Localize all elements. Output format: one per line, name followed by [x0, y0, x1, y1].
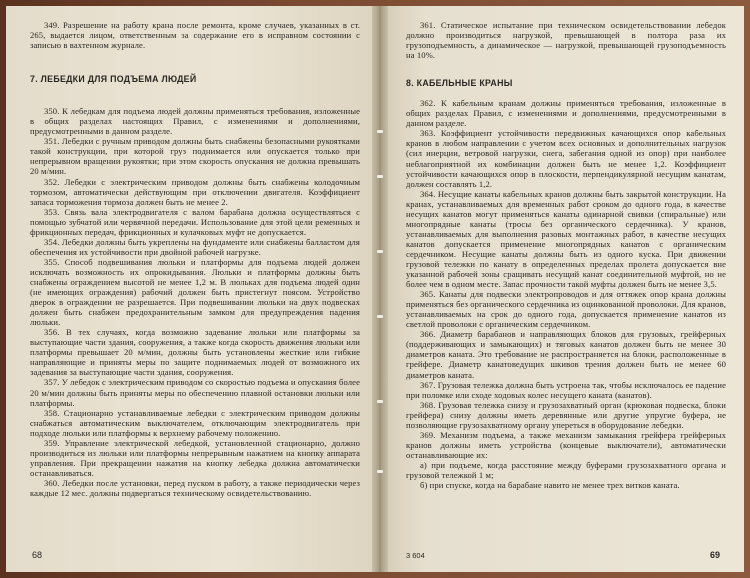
paragraph-358: 358. Стационарно устанавливаемые лебедки с электрическим приводом должны снабжаться автоматическим выключателем, отключающим электродвигатель при подходе люльки или платформы к верхнему рабочему положению. — [30, 407, 360, 438]
section-heading-winches: 7. ЛЕБЕДКИ ДЛЯ ПОДЪЕМА ЛЮДЕЙ — [30, 74, 197, 85]
paragraph-369: 369. Механизм подъема, а также механизм замыкания грейфера грейферных кранов должны иметь устройства (концевые выключатели), автоматически останавливающие их: — [406, 429, 726, 460]
paragraph-354: 354. Лебедки должны быть укреплены на фундаменте или снабжены балластом для обеспечения их устойчивости при двойной рабочей нагрузке. — [30, 236, 360, 257]
page-number-right: 69 — [709, 550, 720, 560]
paragraph-369a: а) при подъеме, когда расстояние между буферами грузозахватного органа и грузовой тележкой 1 м; — [406, 459, 726, 480]
paragraph-357: 357. У лебедок с электрическим приводом со скоростью подъема и опускания более 20 м/мин должны быть приняты меры по обеспечению плавной остановки люльки или платформы. — [30, 377, 360, 408]
paragraph-352: 352. Лебедки с электрическим приводом должны быть снабжены колодочным тормозом, автоматически действующим при отключении двигателя. Коэффициент запаса торможения тормоза должен быть не менее 2. — [30, 176, 360, 207]
paragraph-363: 363. Коэффициент устойчивости передвижных качающихся опор кабельных кранов в любом направлении с учетом всех основных и дополнительных нагрузок (сил инерции, ветровой нагрузки, снега, забегания одной из опор) при наиболее неблагоприятной их комбинации должен быть не менее 1,2. Коэффициент устойчивости качающихся опор в плоскости, перпендикулярной несущим канатам, должен составлять 1,2. — [406, 128, 726, 189]
binding-stitch — [377, 315, 383, 318]
paragraph-353: 353. Связь вала электродвигателя с валом барабана должна осуществляться с помощью зубчатой или червячной передачи. Использование для этой цели ременных и фрикционных передач, фрикционных и кулачковых муфт не допускается. — [30, 206, 360, 237]
paragraph-355: 355. Способ подвешивания люльки и платформы для подъема людей должен исключать возможность их опрокидывания. Люльки и платформы должны быть снабжены ограждением высотой не менее 1,2 м. В люльках для подъема людей один (не имеющих ограждения) рабочий должен быть пристегнут поясом. Устройство дверок в ограждении не разрешается. При подвешивании люльки на двух подвесках должен быть снабжен предохранительным замком для предупреждения падения люльки. — [30, 256, 360, 328]
paragraph-364: 364. Несущие канаты кабельных кранов должны быть закрытой конструкции. На кранах, устанавливаемых для временных работ сроком до одного года, в качестве несущих канатов могут применяться канаты одинарной свивки (спиральные) или многопрядные канаты (тросы без органического сердечника). У кранов, устанавливаемых для выполнения разовых монтажных работ, в качестве несущих канатов допускается применение многопрядных канатов с органическим сердечником. Несущие канаты должны быть из одного куска. При движении грузовой тележки по канату в определенных пределах пролета допускается вне указанной рабочей зоны сращивать несущий канат соединительной муфтой, но не более чем в одном месте. Запас прочности такой муфты должен быть не менее 3,5. — [406, 188, 726, 290]
section-heading-cable-cranes: 8. КАБЕЛЬНЫЕ КРАНЫ — [406, 78, 513, 89]
paragraph-368: 368. Грузовая тележка снизу и грузозахватный орган (крюковая подвеска, блоки грейфера) снизу должны иметь деревянные или другие упругие буфера, не позволяющие грузозахватному органу упереться в оборудование лебедки. — [406, 399, 726, 430]
binding-stitch — [377, 400, 383, 403]
paragraph-365: 365. Канаты для подвески электропроводов и для оттяжек опор крана должны применяться без органического сердечника из оцинкованной проволоки. Для кранов, устанавливаемых на срок до одного года, допускается применение канатов из светлой проволоки с органическим сердечником. — [406, 289, 726, 330]
paragraph-356: 356. В тех случаях, когда возможно задевание люльки или платформы за выступающие части здания, сооружения, а также когда скорость движения люльки или платформы превышает 20 м/мин, должны быть установлены жесткие или гибкие направляющие и приняты меры по защите поднимаемых людей от возможного их задевания за выступающие части здания, сооружения. — [30, 327, 360, 378]
printer-signature: 3 604 — [406, 551, 425, 560]
left-page — [6, 6, 378, 572]
right-page-text — [406, 20, 726, 490]
binding-stitch — [377, 130, 383, 133]
binding-stitch — [377, 250, 383, 253]
paragraph-367: 367. Грузовая тележка должна быть устроена так, чтобы исключалось ее падение при поломке или сходе ходовых колес несущего каната (канатов). — [406, 379, 726, 400]
paragraph-350: 350. К лебедкам для подъема людей должны применяться требования, изложенные в общих разделах настоящих Правил, с изменениями и дополнениями, предусмотренными в данном разделе. — [30, 106, 360, 137]
binding-stitch — [377, 470, 383, 473]
paragraph-360: 360. Лебедки после установки, перед пуском в работу, а также периодически через каждые 12 мес. должны подвергаться техническому освидетельствованию. — [30, 477, 360, 498]
paragraph-351: 351. Лебедки с ручным приводом должны быть снабжены безопасными рукоятками такой конструкции, при которой груз поднимается или опускается только при непрерывном вращении рукоятки; при этом скорость опускания не должна превышать 20 м/мин. — [30, 136, 360, 177]
paragraph-362: 362. К кабельным кранам должны применяться требования, изложенные в общих разделах Правил, с изменениями и дополнениями, предусмотренными в данном разделе. — [406, 98, 726, 129]
book-gutter — [372, 6, 388, 572]
paragraph-349: 349. Разрешение на работу крана после ремонта, кроме случаев, указанных в ст. 265, выдается лицом, ответственным за содержание его в исправном состоянии с записью в вахтенном журнале. — [30, 20, 360, 51]
page-number-left: 68 — [32, 550, 43, 560]
paragraph-361: 361. Статическое испытание при техническом освидетельствовании лебедок должно производиться нагрузкой, превышающей в полтора раза их грузоподъемность, а динамическое — нагрузкой, превышающей грузоподъемность на 10%. — [406, 20, 726, 61]
paragraph-359: 359. Управление электрической лебедкой, установленной стационарно, должно производиться из люльки или платформы непрерывным нажатием на кнопку аппарата управления. При прекращении нажатия на кнопку лебедка должна автоматически останавливаться. — [30, 437, 360, 478]
left-page-text — [30, 20, 360, 498]
paragraph-366: 366. Диаметр барабанов и направляющих блоков для грузовых, грейферных (поддерживающих и замыкающих) и тяговых канатов должен быть не менее 30 диаметров каната. Это требование не распространяется на блоки, расположенные в грейфере. Диаметр канатоведущих шкивов трения должен быть не менее 60 диаметров каната. — [406, 329, 726, 380]
binding-stitch — [377, 175, 383, 178]
paragraph-369b: б) при спуске, когда на барабане навито не менее трех витков каната. — [420, 480, 680, 491]
right-page — [382, 6, 744, 572]
